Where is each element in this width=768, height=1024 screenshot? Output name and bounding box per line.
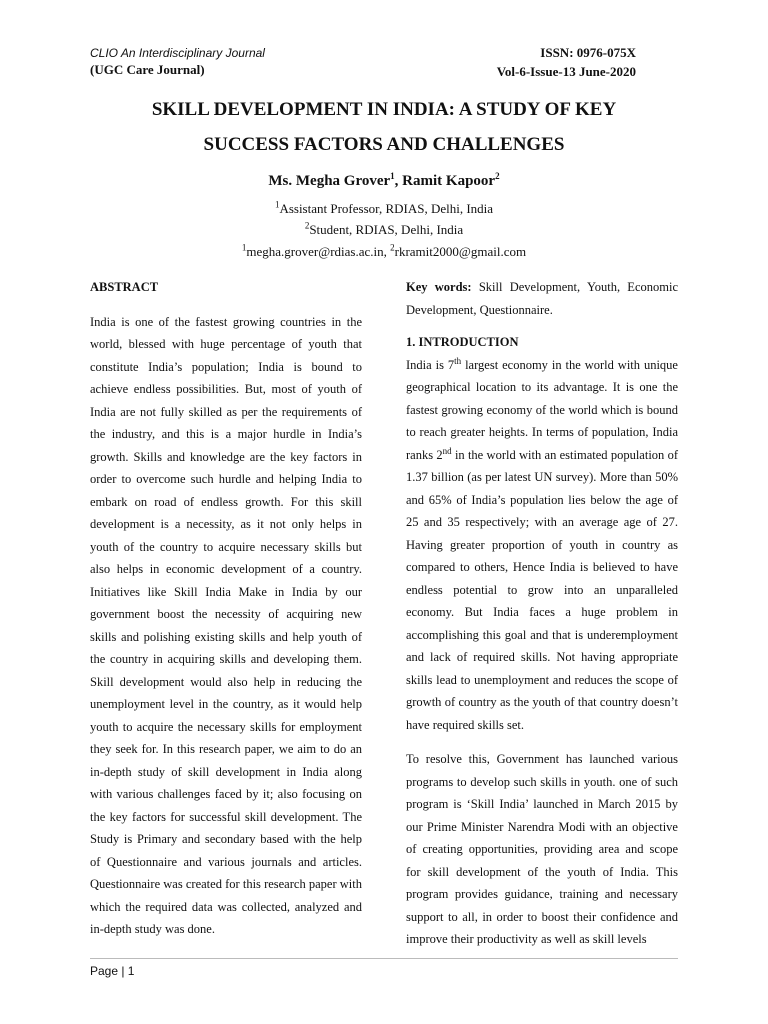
paper-title — [90, 92, 678, 162]
keywords — [406, 276, 678, 321]
page-footer — [90, 964, 134, 978]
footer-rule — [90, 958, 678, 959]
volume-issue: Vol-6-Issue-13 June-2020 — [496, 64, 636, 79]
affiliation-1 — [90, 201, 678, 217]
email-1[interactable]: megha.grover@rdias.ac.in, — [246, 244, 391, 259]
aff2-text: Student, RDIAS, Delhi, India — [309, 222, 464, 237]
abstract-heading: ABSTRACT — [90, 280, 159, 294]
introduction-heading: 1. INTRODUCTION — [406, 335, 519, 349]
ugc-label: (UGC Care Journal) — [90, 62, 205, 77]
author-list — [90, 173, 678, 190]
email1-sup: 1 — [241, 242, 247, 253]
author-1: Ms. Megha Grover — [268, 173, 391, 189]
intro-p1-sup-nd: nd — [442, 445, 452, 456]
author-2-sup: 2 — [495, 171, 500, 181]
keywords-text: Skill Development, Youth, Economic Development, Questionnaire. — [406, 280, 678, 317]
right-column — [406, 276, 678, 951]
title-line-2: SUCCESS FACTORS AND CHALLENGES — [203, 134, 565, 155]
issn: ISSN: 0976-075X — [540, 45, 636, 60]
affiliation-2 — [90, 222, 678, 238]
intro-p1-sup-th: th — [454, 355, 462, 366]
email-2[interactable]: rkramit2000@gmail.com — [394, 244, 527, 259]
journal-name: CLIO An Interdisciplinary Journal — [90, 46, 265, 60]
journal-header — [90, 45, 265, 79]
keywords-label: Key words: — [406, 280, 472, 294]
introduction-paragraph-2: To resolve this, Government has launched various programs to develop such skills in youth. one of such program is ‘Skill India’ launched in March 2015 by our Prime Minister Narendra Modi with an objective of creating opportunities, providing area and scope for skill development of the youth of India. This program provides guidance, training and necessary support to all, in order to boost their confidence and improve their productivity as well as skill levels — [406, 752, 678, 946]
intro-p1-part-c: in the world with an estimated population of 1.37 billion (as per latest UN survey). More than 50% and 65% of India’s population lies below the age of 25 and 35 respectively; with an average age of 27. Having greater proportion of youth in country as compared to others, Hence India is believed to have endless potential to grow into an unparalleled economy. But India faces a huge problem in accomplishing this goal and that is underemployment and lack of required skills. Not having appropriate skills lead to unemployment and reduces the scope of growth of country as the youth of that country doesn’t have required skills set. — [406, 447, 679, 732]
intro-p1-part-b: largest economy in the world with unique geographical location to its advantage. It is one the fastest growing economy of the world which is bound to reach greater heights. In terms of population, India ranks 2 — [406, 357, 678, 462]
aff1-sup: 1 — [274, 199, 280, 210]
page-number: Page | 1 — [90, 964, 135, 978]
aff2-sup: 2 — [304, 220, 310, 231]
email2-sup: 2 — [390, 242, 395, 253]
introduction-paragraph-1 — [406, 354, 678, 737]
author-separator: , — [394, 173, 403, 189]
author-emails — [90, 244, 678, 260]
abstract-text: India is one of the fastest growing countries in the world, blessed with huge percentage of youth that constitute India’s population; India is bound to achieve endless possibilities. But, most of youth of India are not fully skilled as per the requirements of the industry, and this is a major hurdle in India’s growth. Skills and knowledge are the key factors in order to overcome such hurdle and helping India to embark on road of endless growth. For this skill development is a necessity, as it not only helps in youth of the country to acquire necessary skills but also helps in economic development of a country. Initiatives like Skill India Make in India by our government boost the necessity of acquiring new skills and polishing existing skills and help youth of the country in acquiring skills and developing them. Skill development would also help in reducing the unemployment level in the country, as it would help youth to acquire the necessary skills for employment they seek for. In this research paper, we aim to do an in-depth study of skill development in India along with various challenges faced by it; also focusing on the key factors for successful skill development. The Study is Primary and secondary based with the help of Questionnaire and various journals and articles. Questionnaire was created for this research paper with which the required data was collected, analyzed and in-depth study was done. — [90, 314, 362, 936]
title-line-1: SKILL DEVELOPMENT IN INDIA: A STUDY OF KEY — [151, 99, 617, 120]
issn-header — [497, 43, 636, 81]
author-2: Ramit Kapoor — [402, 173, 496, 189]
intro-p1-part-a: India is 7 — [406, 357, 455, 372]
left-column — [90, 276, 362, 941]
aff1-text: Assistant Professor, RDIAS, Delhi, India — [279, 201, 494, 216]
author-1-sup: 1 — [390, 171, 395, 181]
